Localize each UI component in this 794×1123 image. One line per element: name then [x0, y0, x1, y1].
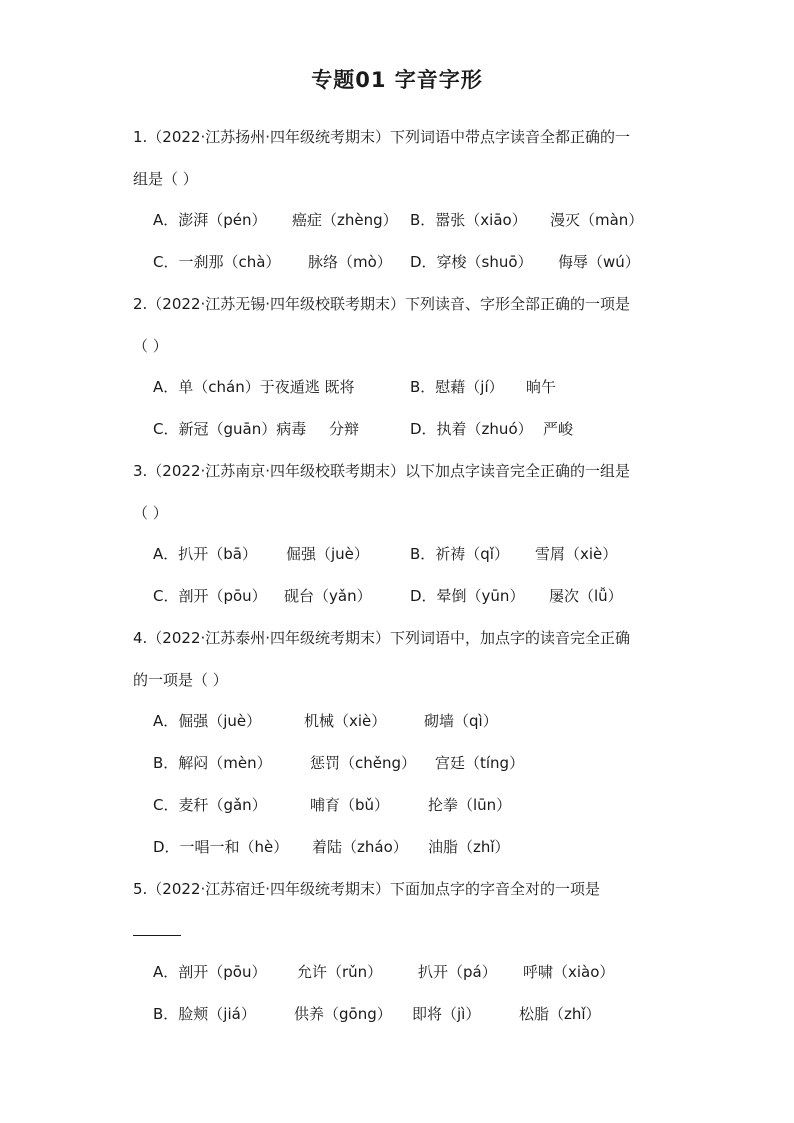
- option-b-word-1: B．祈祷（qǐ）: [410, 545, 509, 563]
- option-a-word-1: A．澎湃（pén）: [153, 211, 267, 229]
- option-c-word-2: 分辩: [329, 420, 360, 438]
- question-5-stem-line-1: 5.（2022·江苏宿迁·四年级统考期末）下面加点字的字音全对的一项是: [133, 880, 601, 898]
- option-b-word-1: B．解闷（mèn）: [153, 754, 272, 772]
- question-2-stem-line-2: （ ）: [133, 337, 168, 355]
- option-a-word-1: A．扒开（bā）: [153, 545, 257, 563]
- option-d-word-1: D．一唱一和（hè）: [153, 838, 289, 856]
- option-b-word-3: 宫廷（tíng）: [435, 754, 525, 772]
- option-a-word-2: 允许（rǔn）: [297, 963, 383, 981]
- option-c-word-2: 脉络（mò）: [308, 253, 392, 271]
- option-c-word-1: C．剖开（pōu）: [153, 587, 267, 605]
- option-a-word-2: 癌症（zhèng）: [292, 211, 398, 229]
- option-b-word-2: 晌午: [526, 378, 557, 396]
- option-b-word-1: B．慰藉（jí）: [410, 378, 504, 396]
- option-a-word-3: 扒开（pá）: [418, 963, 497, 981]
- option-c-word-2: 砚台（yǎn）: [284, 587, 372, 605]
- question-1-stem-line-2: 组是（ ）: [133, 170, 198, 188]
- question-4-stem-line-1: 4.（2022·江苏泰州·四年级统考期末）下列词语中，加点字的读音完全正确: [133, 629, 631, 647]
- option-c-word-1: C．一刹那（chà）: [153, 253, 281, 271]
- option-b-word-1: B．脸颊（jiá）: [153, 1005, 256, 1023]
- option-a-word-2: 倔强（juè）: [286, 545, 369, 563]
- question-2-stem-line-1: 2.（2022·江苏无锡·四年级校联考期末）下列读音、字形全部正确的一项是: [133, 295, 631, 313]
- option-b-word-2: 惩罚（chěng）: [310, 754, 417, 772]
- option-d-word-2: 侮辱（wú）: [558, 253, 640, 271]
- question-3-stem-line-2: （ ）: [133, 504, 168, 522]
- option-b-word-2: 供养（gōng）: [294, 1005, 392, 1023]
- question-3-stem-line-1: 3.（2022·江苏南京·四年级校联考期末）以下加点字读音完全正确的一组是: [133, 462, 631, 480]
- option-d-word-2: 着陆（zháo）: [312, 838, 408, 856]
- option-c-word-2: 哺育（bǔ）: [310, 796, 390, 814]
- option-d-word-1: D．晕倒（yūn）: [410, 587, 525, 605]
- page-title: 专题01 字音字形: [311, 68, 483, 92]
- answer-blank-line: [133, 935, 181, 936]
- option-b-word-2: 雪屑（xiè）: [535, 545, 618, 563]
- option-b-word-2: 漫灭（màn）: [550, 211, 644, 229]
- option-b-word-3: 即将（jì）: [412, 1005, 481, 1023]
- question-1-stem-line-1: 1.（2022·江苏扬州·四年级统考期末）下列词语中带点字读音全都正确的一: [133, 128, 631, 146]
- option-a-word-1: A．倔强（juè）: [153, 712, 262, 730]
- option-d-word-1: D．执着（zhuó）: [410, 420, 533, 438]
- option-a-word-4: 呼啸（xiào）: [523, 963, 615, 981]
- option-a-word-1: A．剖开（pōu）: [153, 963, 267, 981]
- option-c-word-1: C．麦秆（gǎn）: [153, 796, 267, 814]
- option-c-word-3: 抡拳（lūn）: [428, 796, 512, 814]
- option-b-word-4: 松脂（zhǐ）: [519, 1005, 601, 1023]
- option-d-word-3: 油脂（zhǐ）: [428, 838, 510, 856]
- option-d-word-2: 屡次（lǚ）: [549, 587, 623, 605]
- option-c-word-1: C．新冠（guān）病毒: [153, 420, 307, 438]
- option-a-word-2: 机械（xiè）: [304, 712, 387, 730]
- option-d-word-1: D．穿梭（shuō）: [410, 253, 533, 271]
- option-a-word-3: 砌墙（qì）: [424, 712, 498, 730]
- option-a-text: A．单（chán）于夜遁逃 既将: [153, 378, 355, 396]
- option-b-word-1: B．嚣张（xiāo）: [410, 211, 527, 229]
- question-4-stem-line-2: 的一项是（ ）: [133, 671, 228, 689]
- option-d-word-2: 严峻: [543, 420, 574, 438]
